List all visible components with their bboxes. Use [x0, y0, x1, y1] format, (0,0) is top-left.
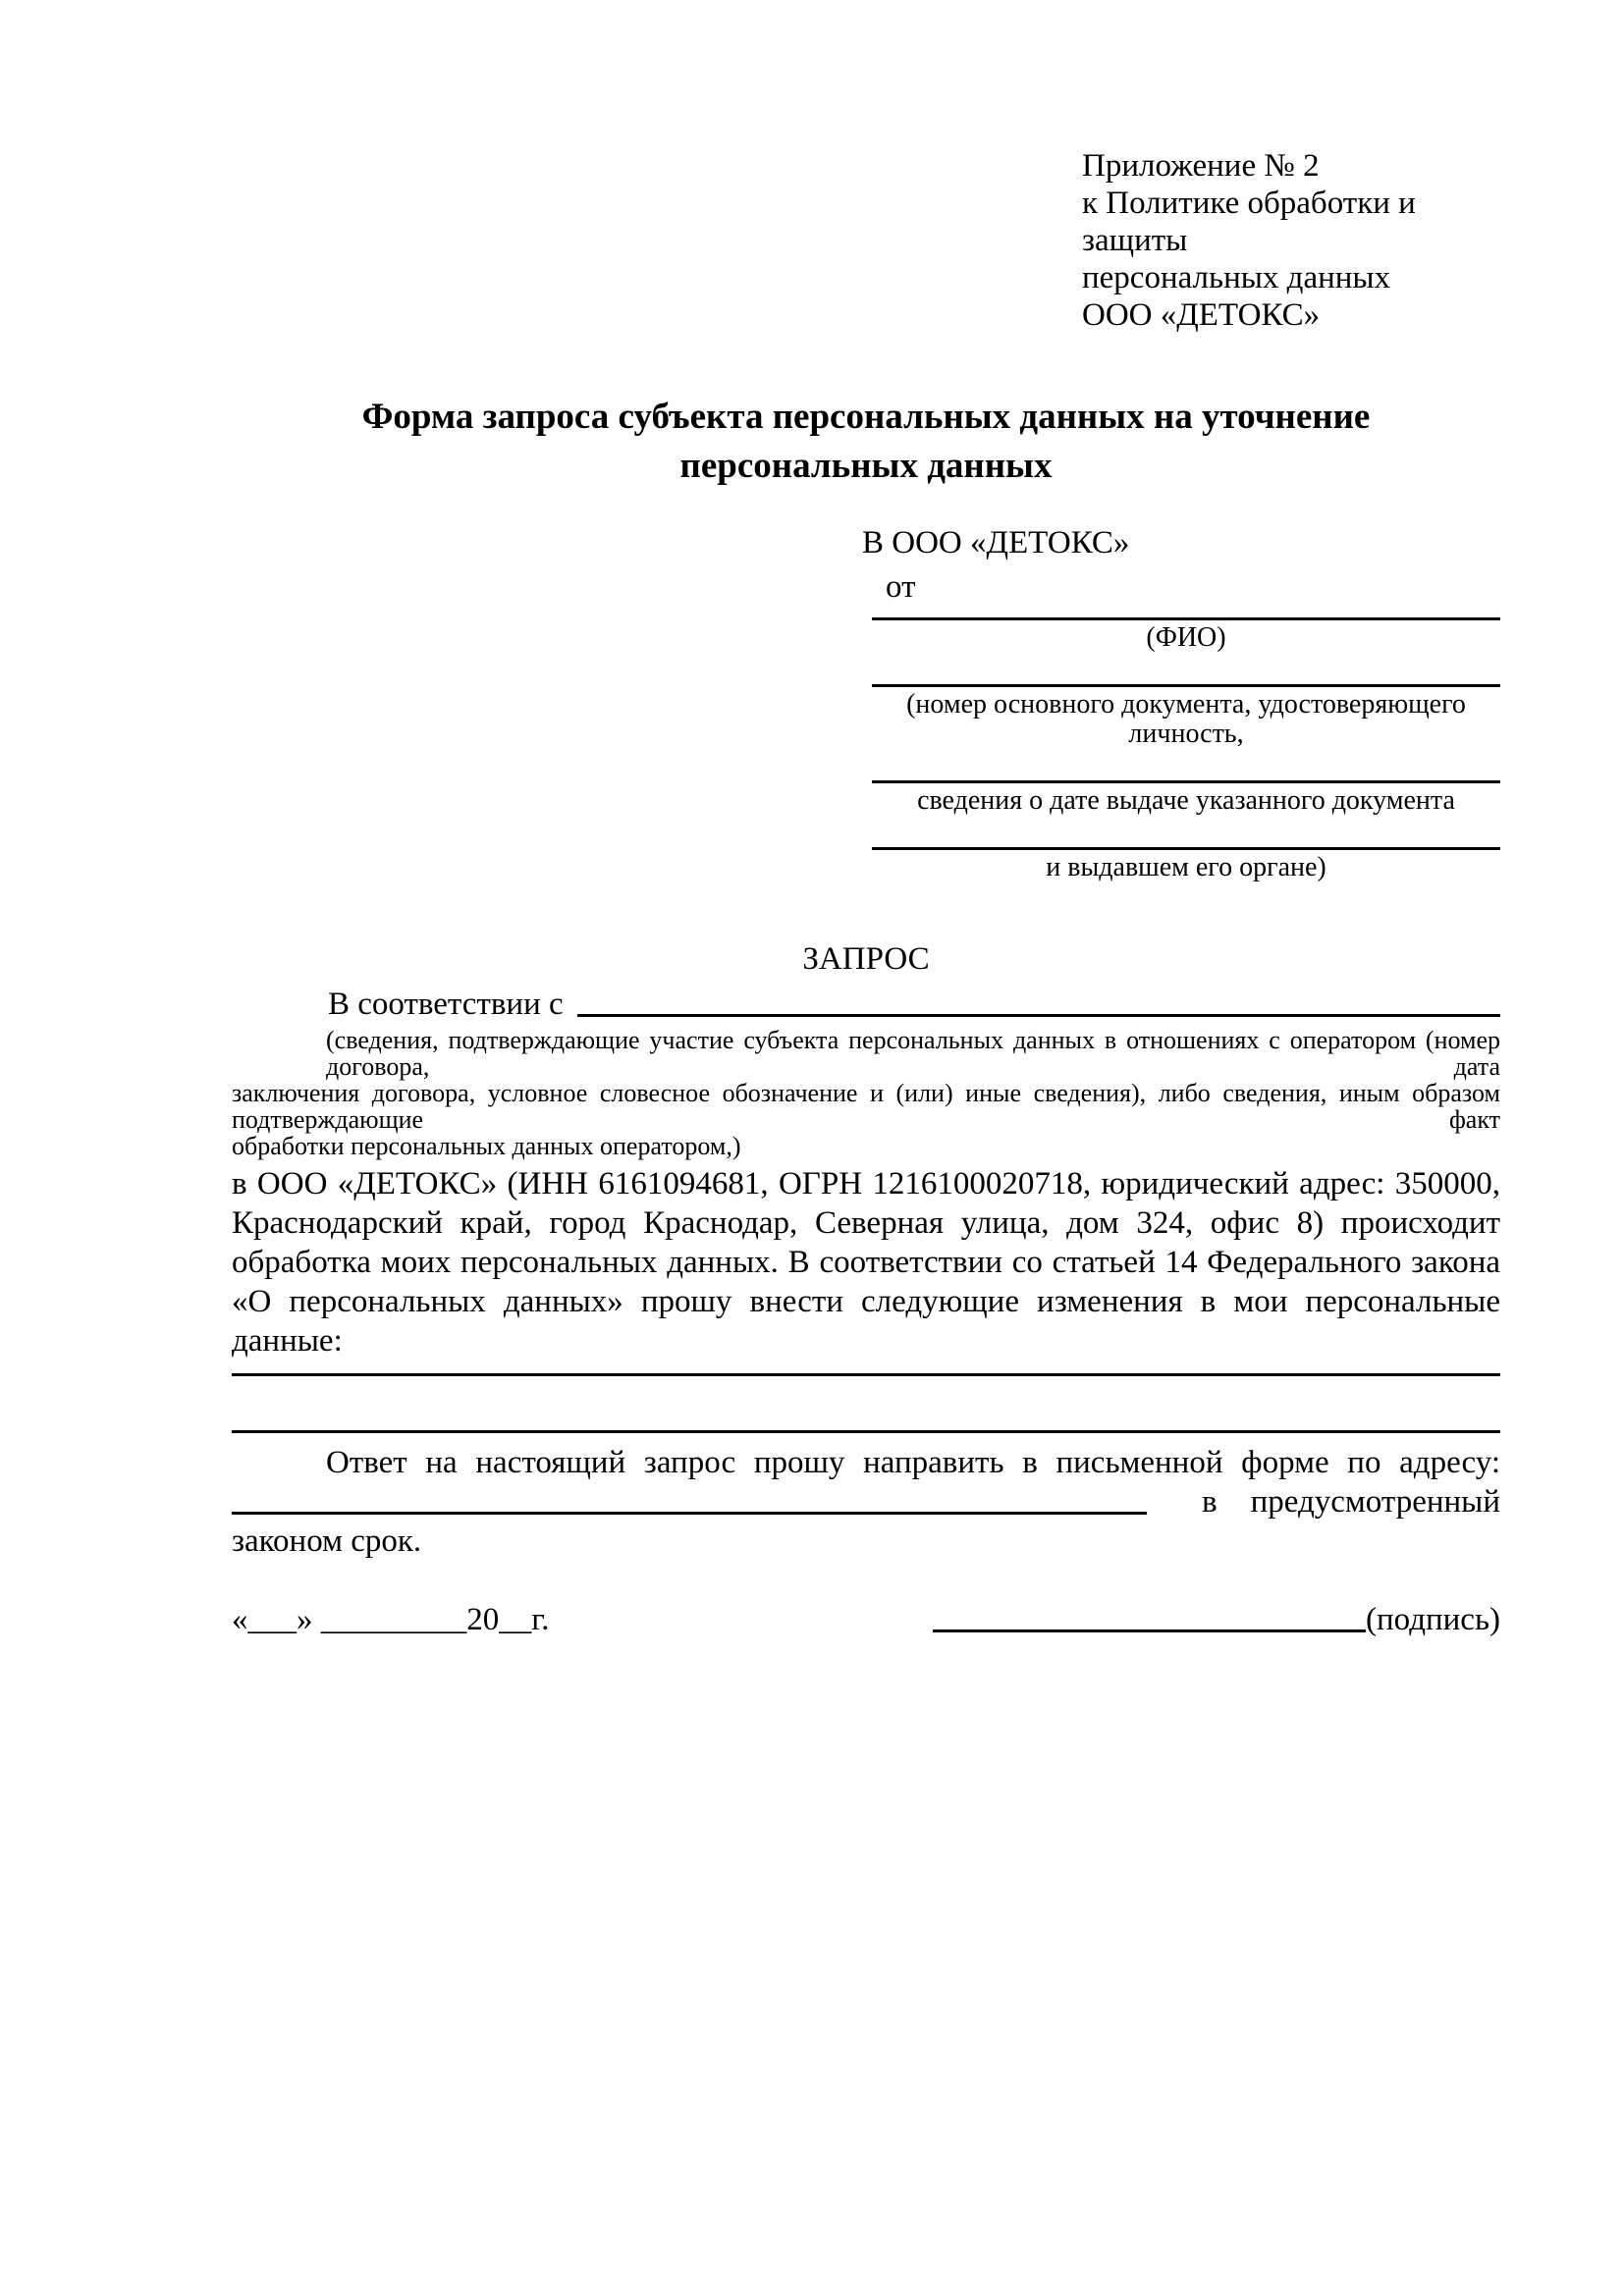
signature-area	[933, 1600, 1500, 1639]
changes-blank-line-2	[232, 1376, 1500, 1433]
id-document-issuer-blank-line	[872, 847, 1500, 850]
id-document-number-field	[872, 684, 1500, 749]
id-document-issuer-caption: и выдавшем его органе)	[1046, 852, 1326, 882]
id-document-issue-date-blank-line	[872, 780, 1500, 783]
body-line-2: Краснодарский край, город Краснодар, Северная улица, дом 324, офис 8) происходит	[232, 1205, 1500, 1241]
id-document-issuer-field	[872, 847, 1500, 882]
request-heading: ЗАПРОС	[802, 941, 930, 977]
reply-tail	[1147, 1482, 1500, 1522]
document-content	[232, 147, 1500, 1639]
reply-sentence: Ответ на настоящий запрос прошу направить в письменной форме по адресу:	[326, 1445, 1500, 1480]
accordance-prefix: В соответствии с	[328, 987, 564, 1022]
footnote-line-3: обработки персональных данных оператором,)	[232, 1132, 741, 1160]
document-title-line-1: Форма запроса субъекта персональных данных на уточнение	[361, 397, 1371, 437]
appendix-block	[1082, 147, 1500, 334]
document-title	[232, 393, 1500, 491]
reply-closing: законом срок.	[232, 1523, 422, 1559]
body-line-1: в ООО «ДЕТОКС» (ИНН 6161094681, ОГРН 1216100020718, юридический адрес: 350000,	[232, 1166, 1500, 1201]
accordance-row	[232, 985, 1500, 1024]
id-document-issue-date-caption: сведения о дате выдаче указанного документа	[917, 785, 1455, 816]
appendix-line-3: персональных данных	[1082, 260, 1391, 295]
reply-address-row	[232, 1482, 1500, 1522]
fio-blank-line	[872, 617, 1500, 620]
appendix-line-1: Приложение № 2	[1082, 148, 1320, 184]
request-body	[232, 1164, 1500, 1361]
reply-word-v: в	[1202, 1484, 1218, 1520]
body-line-3: обработка моих персональных данных. В соответствии со статьей 14 Федерального закона	[232, 1245, 1500, 1280]
footnote-line-1: (сведения, подтверждающие участие субъекта персональных данных в отношениях с оператором (номер договора, дата	[326, 1026, 1500, 1081]
id-document-number-caption: (номер основного документа, удостоверяющего личность,	[906, 689, 1466, 749]
signature-caption: (подпись)	[1366, 1602, 1500, 1637]
signature-row	[232, 1600, 1500, 1639]
reply-word-predusmotrenny: предусмотренный	[1250, 1484, 1500, 1520]
signature-blank-line	[933, 1600, 1366, 1632]
addressee-organization: В ООО «ДЕТОКС»	[862, 525, 1130, 561]
document-title-line-2: персональных данных	[679, 446, 1053, 486]
fio-caption: (ФИО)	[1146, 622, 1226, 653]
appendix-line-2: к Политике обработки и защиты	[1082, 186, 1416, 258]
id-document-issue-date-field	[872, 780, 1500, 816]
body-line-4: «О персональных данных» прошу внести следующие изменения в мои персональные	[232, 1284, 1500, 1319]
body-line-5: данные:	[232, 1323, 343, 1359]
address-blank-line	[232, 1482, 1147, 1515]
from-label: от	[886, 569, 916, 605]
id-document-number-blank-line	[872, 684, 1500, 687]
accordance-blank-line	[577, 985, 1500, 1017]
fio-field	[872, 617, 1500, 653]
applicant-fields	[872, 617, 1500, 882]
changes-blank-line-1	[232, 1361, 1500, 1376]
appendix-line-4: ООО «ДЕТОКС»	[1082, 297, 1321, 333]
date-blank: «___» _________20__г.	[232, 1602, 550, 1637]
footnote-block	[232, 1027, 1500, 1159]
footnote-line-2: заключения договора, условное словесное обозначение и (или) иные сведения), либо сведения, иным образом подтверждающие факт	[232, 1079, 1500, 1134]
